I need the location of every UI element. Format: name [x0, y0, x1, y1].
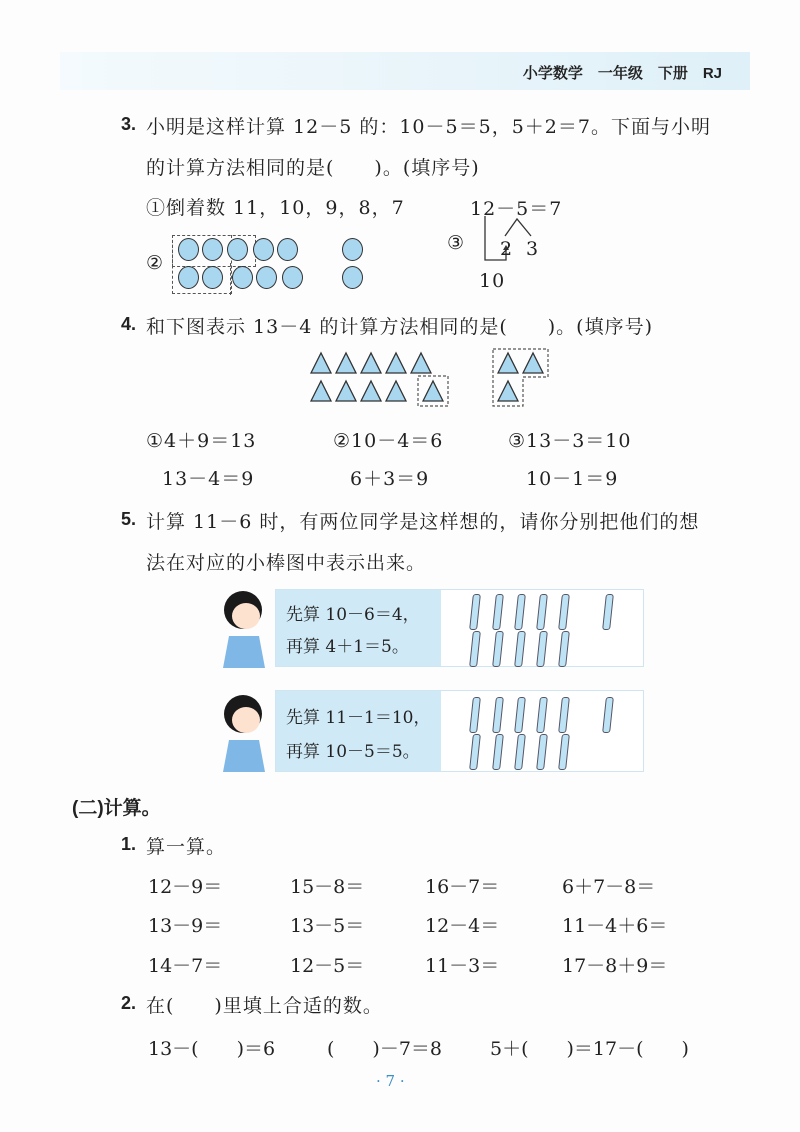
- calc-item: 16－7＝: [425, 876, 500, 898]
- boy-avatar-1: [215, 588, 273, 668]
- panel2-line2: 再算 10－5＝5。: [286, 742, 420, 762]
- header-title: 小学数学 一年级 下册 RJ: [522, 65, 722, 82]
- q3-line1: 小明是这样计算 12－5 的：10－5＝5，5＋2＝7。下面与小明: [146, 116, 711, 138]
- q5-line1: 计算 11－6 时，有两位同学是这样想的，请你分别把他们的想: [146, 511, 700, 533]
- q5-number: 5.: [121, 509, 137, 529]
- part2-title: (二)计算。: [72, 798, 161, 819]
- q4-option3-b: 10－1＝9: [526, 468, 619, 490]
- calc-item: 12－9＝: [148, 876, 223, 898]
- q4-triangles-figure: [308, 348, 558, 410]
- calc-item: 14－7＝: [148, 955, 223, 977]
- calc-item: 13－9＝: [148, 915, 223, 937]
- q3-ten: 10: [479, 270, 506, 292]
- q5-panel-1: [275, 589, 644, 667]
- panel1-line1: 先算 10－6＝4，: [286, 605, 420, 625]
- part2-s2-text: 在( )里填上合适的数。: [146, 995, 383, 1017]
- part2-s2-number: 2.: [121, 993, 137, 1013]
- fill-blank-2[interactable]: ( )－7＝8: [327, 1038, 443, 1060]
- part2-s1-text: 算一算。: [146, 836, 227, 858]
- q4-option2-a: ②10－4＝6: [333, 430, 444, 452]
- calc-item: 13－5＝: [290, 915, 365, 937]
- q3-option1: ①倒着数 11，10，9，8，7: [146, 197, 405, 219]
- q4-option2-b: 6＋3＝9: [350, 468, 430, 490]
- q3-line2: 的计算方法相同的是( )。(填序号): [146, 157, 480, 179]
- q5-panel-2: [275, 690, 644, 772]
- boy-avatar-2: [215, 692, 273, 772]
- calc-item: 12－4＝: [425, 915, 500, 937]
- calc-item: 17－8＋9＝: [562, 955, 668, 977]
- fill-blank-1[interactable]: 13－( )＝6: [148, 1038, 276, 1060]
- part2-s1-number: 1.: [121, 834, 137, 854]
- panel2-line1: 先算 11－1＝10，: [286, 708, 431, 728]
- q4-option1-a: ①4＋9＝13: [146, 430, 257, 452]
- q3-number: 3.: [121, 114, 137, 134]
- calc-item: 6＋7－8＝: [562, 876, 656, 898]
- q3-option2-label: ②: [146, 252, 165, 274]
- calc-item: 12－5＝: [290, 955, 365, 977]
- fill-blank-3[interactable]: 5＋( )＝17－( ): [490, 1038, 689, 1060]
- q3-option3-label: ③: [447, 232, 466, 254]
- q4-text: 和下图表示 13－4 的计算方法相同的是( )。(填序号): [146, 316, 653, 338]
- calc-item: 11－3＝: [425, 955, 500, 977]
- q4-option3-a: ③13－3＝10: [508, 430, 632, 452]
- calc-item: 15－8＝: [290, 876, 365, 898]
- page-number: · 7 ·: [376, 1072, 405, 1090]
- q3-split-b: 3: [526, 238, 540, 260]
- q4-option1-b: 13－4＝9: [162, 468, 255, 490]
- q4-number: 4.: [121, 314, 137, 334]
- q3-split-equation: 12－5＝7: [470, 198, 563, 220]
- panel1-line2: 再算 4＋1＝5。: [286, 637, 409, 657]
- calc-item: 11－4＋6＝: [562, 915, 668, 937]
- q3-split-a: 2: [500, 238, 514, 260]
- q5-line2: 法在对应的小棒图中表示出来。: [146, 552, 427, 574]
